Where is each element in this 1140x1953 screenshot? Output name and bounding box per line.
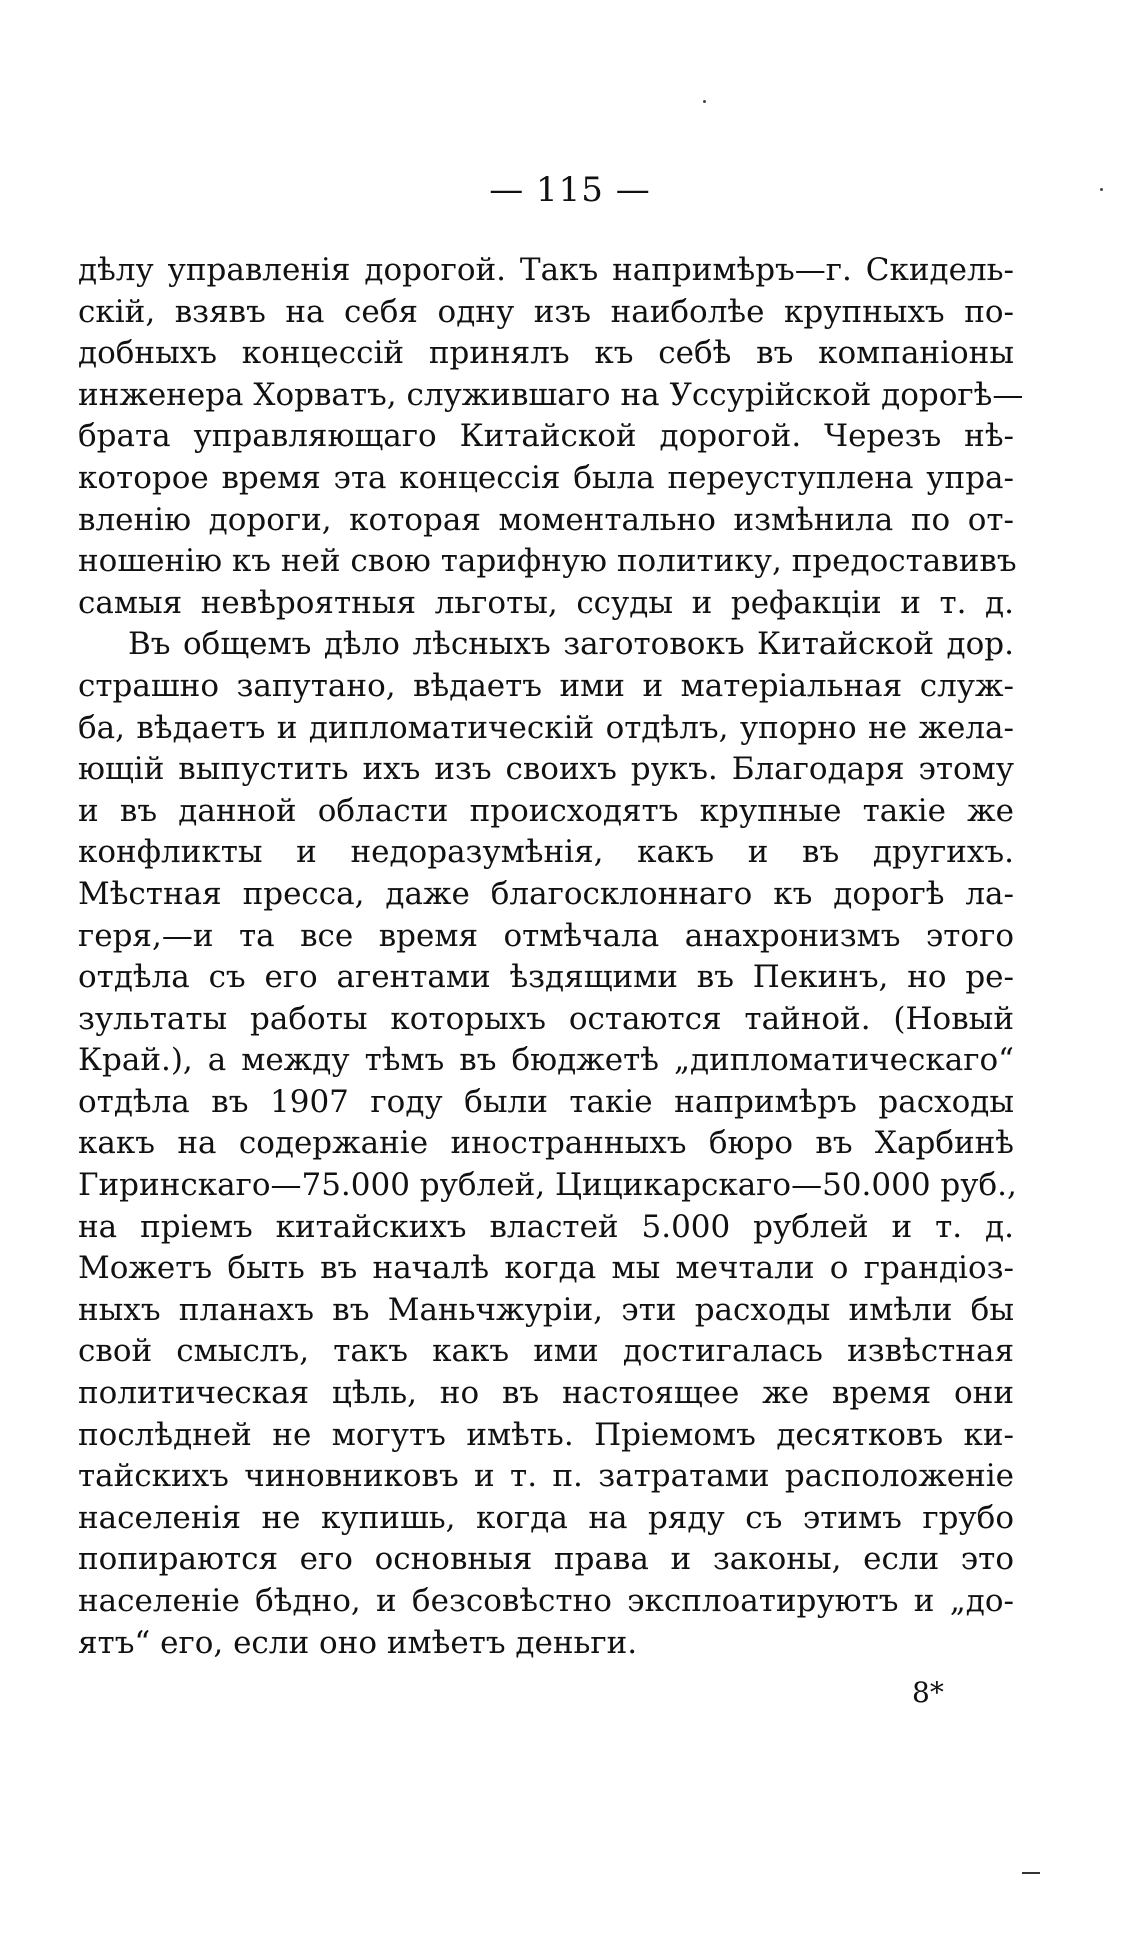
text-line: конфликты и недоразумѣнія, какъ и въ другихъ. xyxy=(78,834,1014,871)
text-line: ба, вѣдаетъ и дипломатическій отдѣлъ, упорно не желa- xyxy=(78,709,1014,746)
text-line: брата управляющаго Китайской дорогой. Черезъ нѣ- xyxy=(78,418,1014,455)
text-line: страшно запутано, вѣдаетъ ими и матеріальная служ- xyxy=(78,667,1014,704)
signature-mark: 8* xyxy=(912,1676,944,1709)
text-line: и въ данной области происходятъ крупные такіе же xyxy=(78,792,1014,829)
text-line: которое время эта концессія была переуступлена упра- xyxy=(78,459,1014,496)
print-speck xyxy=(703,100,706,103)
body-text xyxy=(78,250,1024,1664)
text-line: ятъ“ его, если оно имѣетъ деньги. xyxy=(78,1624,638,1661)
text-line: отдѣла съ его агентами ѣздящими въ Пекинъ, но ре- xyxy=(78,959,1014,996)
page-number: — 115 — xyxy=(489,170,651,210)
corner-dash-mark xyxy=(1022,1872,1040,1874)
text-line: на пріемъ китайскихъ властей 5.000 рублей и т. д. xyxy=(78,1208,1014,1245)
text-line: тайскихъ чиновниковъ и т. п. затратами расположенiе xyxy=(78,1458,1014,1495)
text-line: населенія не купишь, когда на ряду съ этимъ грубо xyxy=(78,1499,1014,1536)
text-line: дѣлу управленія дорогой. Такъ напримѣръ—г. Скидель- xyxy=(78,252,1014,288)
text-line: попираются его основныя права и законы, если это xyxy=(78,1541,1014,1578)
text-line: ныхъ планахъ въ Маньчжуріи, эти расходы имѣли бы xyxy=(78,1291,1014,1328)
text-line: ношенію къ ней свою тарифную политику, предоставивъ xyxy=(78,543,1017,580)
paragraph xyxy=(78,250,1024,624)
text-line: отдѣла въ 1907 году были такіе напримѣръ расходы xyxy=(78,1083,1014,1120)
text-line: Край.), а между тѣмъ въ бюджетѣ „дипломатическаго“ xyxy=(78,1042,1014,1079)
text-line: Гиринскаго—75.000 рублей, Цицикарскаго—50.000 руб., xyxy=(78,1167,1017,1204)
text-line: добныхъ концессій принялъ къ себѣ въ компаніоны xyxy=(78,335,1014,372)
text-line: политическая цѣль, но въ настоящее же время они xyxy=(78,1375,1014,1412)
text-line: Можетъ быть въ началѣ когда мы мечтали о грандіоз- xyxy=(78,1250,1014,1287)
text-line: послѣдней не могутъ имѣть. Пріемомъ десятковъ ки- xyxy=(78,1416,1014,1453)
text-line: самыя невѣроятныя льготы, ссуды и рефакціи и т. д. xyxy=(78,584,1014,621)
text-line: скій, взявъ на себя одну изъ наиболѣе крупныхъ по- xyxy=(78,293,1014,330)
text-line: какъ на содержаніе иностранныхъ бюро въ Харбинѣ xyxy=(78,1125,1014,1162)
text-line: зультаты работы которыхъ остаются тайной. (Новый xyxy=(78,1000,1014,1037)
print-speck xyxy=(1100,188,1103,191)
text-line: Мѣстная пресса, даже благосклоннаго къ дорогѣ ла- xyxy=(78,875,1014,912)
text-line: ющій выпустить ихъ изъ своихъ рукъ. Благодаря этому xyxy=(78,751,1014,788)
text-line: геря,—и та все время отмѣчала анахронизмъ этого xyxy=(78,917,1014,954)
text-line: вленію дороги, которая моментально измѣнила по от- xyxy=(78,501,1014,538)
text-line: населеніе бѣдно, и безсовѣстно эксплоатируютъ и „до- xyxy=(78,1583,1014,1619)
paragraph xyxy=(78,624,1017,1664)
text-line: инженера Хорватъ, служившаго на Уссурійской дорогѣ— xyxy=(78,376,1024,413)
text-line: Въ общемъ дѣло лѣсныхъ заготовокъ Китайской дор. xyxy=(128,626,1014,663)
text-line: свой смыслъ, такъ какъ ими достигалась извѣстная xyxy=(78,1333,1014,1370)
